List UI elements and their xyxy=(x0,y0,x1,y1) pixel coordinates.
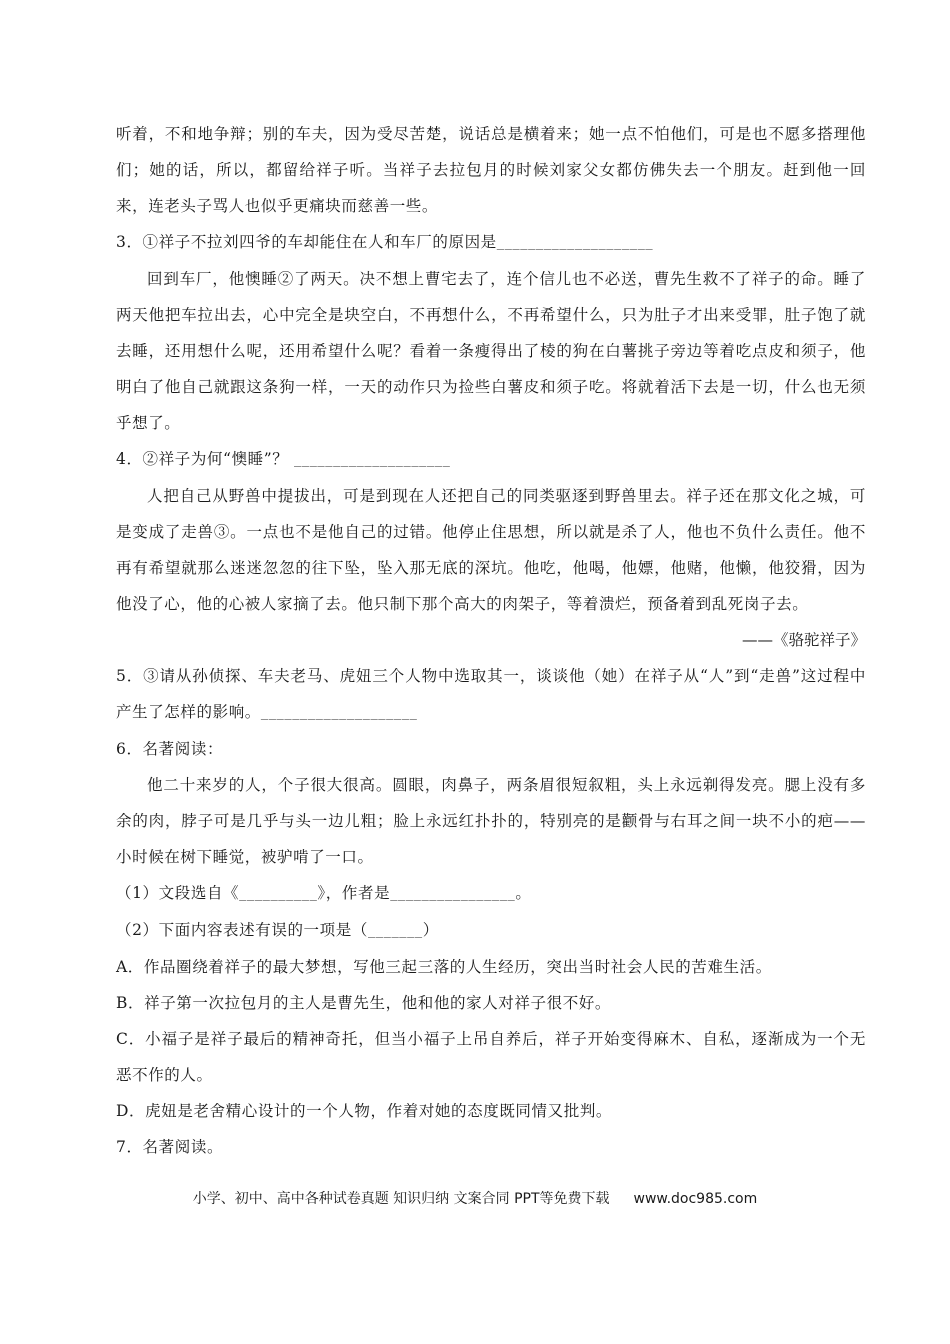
passage-paragraph-2: 回到车厂，他懊睡②了两天。决不想上曹宅去了，连个信儿也不必送，曹先生救不了祥子的命。睡了两天他把车拉出去，心中完全是块空白，不再想什么，不再希望什么，只为肚子才出来受罪，肚子饱了就去睡，还用想什么呢，还用希望什么呢？看着一条瘦得出了棱的狗在白薯挑子旁边等着吃点皮和须子，他明白了他自己就跟这条狗一样，一天的动作只为捡些白薯皮和须子吃。将就着活下去是一切，什么也无须乎想了。 xyxy=(116,270,866,432)
answer-blank: _______ xyxy=(367,924,423,938)
footer-text: 小学、初中、高中各种试卷真题 知识归纳 文案合同 PPT等免费下载 xyxy=(192,1191,610,1207)
option-a: A．作品圈绕着祥子的最大梦想，写他三起三落的人生经历，突出当时社会人民的苦难生活。 xyxy=(116,958,772,976)
passage-paragraph-3: 人把自己从野兽中提拔出，可是到现在人还把自己的同类驱逐到野兽里去。祥子还在那文化之城，可是变成了走兽③。一点也不是他自己的过错。他停止住思想，所以就是杀了人，他也不负什么责任。他不再有希望就那么迷迷忽忽的往下坠，坠入那无底的深坑。他吃，他喝，他嫖，他赌，他懒，他狡猾，因为他没了心，他的心被人家摘了去。他只制下那个高大的肉架子，等着溃烂，预备着到乱死岗子去。 xyxy=(116,487,866,613)
footer-url[interactable]: www.doc985.com xyxy=(633,1191,758,1207)
question-4: 4．②祥子为何“懊睡”？ ____________________ xyxy=(116,450,451,468)
question-6: 6．名著阅读： xyxy=(116,740,224,758)
option-b: B．祥子第一次拉包月的主人是曹先生，他和他的家人对祥子很不好。 xyxy=(116,994,611,1012)
question-7: 7．名著阅读。 xyxy=(116,1138,224,1156)
question-3: 3．①祥子不拉刘四爷的车却能住在人和车厂的原因是____________________ xyxy=(116,233,654,251)
option-d: D．虎妞是老舍精心设计的一个人物，作着对她的态度既同情又批判。 xyxy=(116,1102,613,1120)
document-body xyxy=(116,116,866,1165)
answer-blank: ____________________ xyxy=(260,706,418,720)
answer-blank: ____________________ xyxy=(293,453,451,467)
answer-blank: ____________________ xyxy=(496,236,654,250)
passage-paragraph-4: 他二十来岁的人，个子很大很高。圆眼，肉鼻子，两条眉很短叙粗，头上永远剃得发亮。腮上没有多余的肉，脖子可是几乎与头一边儿粗；脸上永远红扑扑的，特别亮的是颧骨与右耳之间一块不小的疤——小时候在树下睡觉，被驴啃了一口。 xyxy=(116,776,866,866)
question-5: 5．③请从孙侦探、车夫老马、虎妞三个人物中选取其一，谈谈他（她）在祥子从“人”到“走兽”这过程中产生了怎样的影响。____________________ xyxy=(116,667,866,721)
option-c: C．小福子是祥子最后的精神奇托，但当小福子上吊自养后，祥子开始变得麻木、自私，逐渐成为一个无恶不作的人。 xyxy=(116,1030,866,1084)
answer-blank: ________________ xyxy=(390,887,516,901)
answer-blank: __________ xyxy=(239,887,318,901)
source-citation: ——《骆驼祥子》 xyxy=(741,631,866,649)
passage-paragraph-1: 听着，不和地争辩；别的车夫，因为受尽苦楚，说话总是横着来；她一点不怕他们，可是也不愿多搭理他们；她的话，所以，都留给祥子听。当祥子去拉包月的时候刘家父女都仿佛失去一个朋友。赶到他一回来，连老头子骂人也似乎更痛块而慈善一些。 xyxy=(116,125,866,215)
question-6-2: （2）下面内容表述有误的一项是（_______） xyxy=(116,921,439,939)
page-footer xyxy=(0,1188,950,1208)
question-6-1: （1）文段选自《__________》，作者是________________。 xyxy=(116,884,532,902)
